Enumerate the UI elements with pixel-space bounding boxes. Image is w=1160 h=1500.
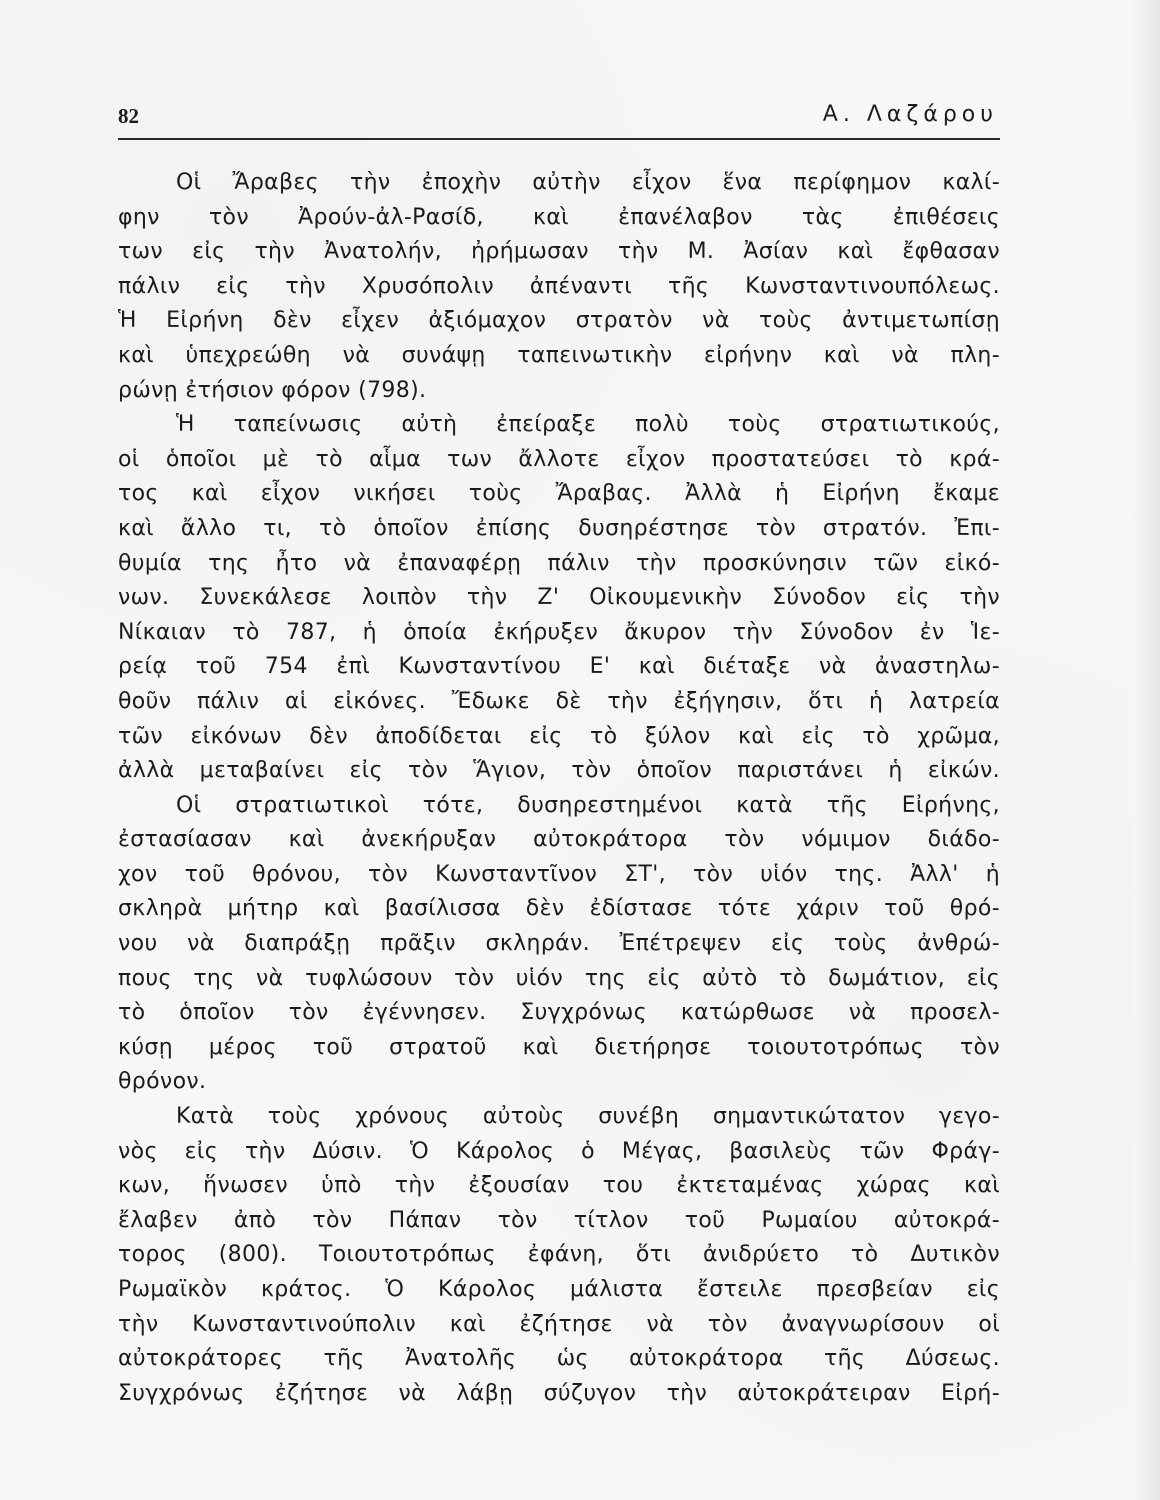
page-edge-shadow [1132, 0, 1160, 1500]
text-line: Συγχρόνως ἐζήτησε νὰ λάβῃ σύζυγον τὴν αὐτοκράτειραν Εἰρή- [118, 1380, 1000, 1406]
text-line: ἐστασίασαν καὶ ἀνεκήρυξαν αὐτοκράτορα τὸν νόμιμον διάδο- [118, 827, 1000, 853]
text-line: Οἱ Ἄραβες τὴν ἐποχὴν αὐτὴν εἶχον ἕνα περίφημον καλί- [176, 170, 1000, 195]
text-line: τος καὶ εἶχον νικήσει τοὺς Ἄραβας. Ἀλλὰ ἡ Εἰρήνη ἔκαμε [118, 481, 1000, 507]
text-line: οἱ ὁποῖοι μὲ τὸ αἷμα των ἄλλοτε εἶχον προστατεύσει τὸ κρά- [118, 446, 1000, 472]
text-line: νου νὰ διαπράξῃ πρᾶξιν σκληράν. Ἐπέτρεψεν εἰς τοὺς ἀνθρώ- [118, 931, 1000, 957]
text-line: ἀλλὰ μεταβαίνει εἰς τὸν Ἅγιον, τὸν ὁποῖον παριστάνει ἡ εἰκών. [118, 758, 1000, 784]
page-header [118, 100, 998, 136]
text-line: θρόνον. [118, 1069, 207, 1095]
text-line: νὸς εἰς τὴν Δύσιν. Ὁ Κάρολος ὁ Μέγας, βασιλεὺς τῶν Φράγ- [118, 1138, 1000, 1164]
text-line: πους της νὰ τυφλώσουν τὸν υἱόν της εἰς αὐτὸ τὸ δωμάτιον, εἰς [118, 965, 1000, 991]
text-line: θοῦν πάλιν αἱ εἰκόνες. Ἔδωκε δὲ τὴν ἐξήγησιν, ὅτι ἡ λατρεία [118, 688, 1000, 714]
running-head-author: Α. Λαζάρου [822, 102, 998, 127]
body-text [118, 166, 1000, 1411]
text-line: κων, ἥνωσεν ὑπὸ τὴν ἐξουσίαν του ἐκτεταμένας χώρας καὶ [118, 1173, 1000, 1199]
header-rule [118, 138, 1000, 140]
text-line: Κατὰ τοὺς χρόνους αὐτοὺς συνέβη σημαντικώτατον γεγο- [176, 1104, 1000, 1130]
text-line: τὴν Κωνσταντινούπολιν καὶ ἐζήτησε νὰ τὸν ἀναγνωρίσουν οἱ [118, 1311, 1000, 1337]
text-line: Ἡ ταπείνωσις αὐτὴ ἐπείραξε πολὺ τοὺς στρατιωτικούς, [176, 412, 1000, 438]
text-line: Ἡ Εἰρήνη δὲν εἶχεν ἀξιόμαχον στρατὸν νὰ τοὺς ἀντιμετωπίσῃ [118, 308, 1000, 334]
text-line: αὐτοκράτορες τῆς Ἀνατολῆς ὡς αὐτοκράτορα τῆς Δύσεως. [118, 1346, 1000, 1372]
text-line: τῶν εἰκόνων δὲν ἀποδίδεται εἰς τὸ ξύλον καὶ εἰς τὸ χρῶμα, [118, 723, 1000, 749]
text-line: σκληρὰ μήτηρ καὶ βασίλισσα δὲν ἐδίστασε τότε χάριν τοῦ θρό- [118, 896, 1000, 922]
text-line: ρώνῃ ἐτήσιον φόρον (798). [118, 377, 427, 403]
text-line: τορος (800). Τοιουτοτρόπως ἐφάνη, ὅτι ἀνιδρύετο τὸ Δυτικὸν [118, 1242, 1000, 1268]
text-line: φην τὸν Ἀρούν-ἀλ-Ρασίδ, καὶ ἐπανέλαβον τὰς ἐπιθέσεις [118, 204, 1000, 230]
text-line: ἔλαβεν ἀπὸ τὸν Πάπαν τὸν τίτλον τοῦ Ρωμαίου αὐτοκρά- [118, 1207, 1000, 1233]
text-line: θυμία της ἦτο νὰ ἐπαναφέρῃ πάλιν τὴν προσκύνησιν τῶν εἰκό- [118, 550, 1000, 576]
text-line: χον τοῦ θρόνου, τὸν Κωνσταντῖνον ΣΤ', τὸν υἱόν της. Ἀλλ' ἡ [118, 861, 1000, 887]
text-line: καὶ ἄλλο τι, τὸ ὁποῖον ἐπίσης δυσηρέστησε τὸν στρατόν. Ἐπι- [118, 515, 1000, 541]
text-line: Οἱ στρατιωτικοὶ τότε, δυσηρεστημένοι κατὰ τῆς Εἰρήνης, [176, 792, 1000, 818]
text-line: καὶ ὑπεχρεώθη νὰ συνάψῃ ταπεινωτικὴν εἰρήνην καὶ νὰ πλη- [118, 342, 1000, 368]
page-number: 82 [118, 104, 139, 128]
text-line: ρείᾳ τοῦ 754 ἐπὶ Κωνσταντίνου Ε' καὶ διέταξε νὰ ἀναστηλω- [118, 654, 1000, 680]
text-line: Νίκαιαν τὸ 787, ἡ ὁποία ἐκήρυξεν ἄκυρον τὴν Σύνοδον ἐν Ἱε- [118, 619, 1000, 645]
text-line: τὸ ὁποῖον τὸν ἐγέννησεν. Συγχρόνως κατώρθωσε νὰ προσελ- [118, 1000, 1000, 1026]
text-line: των εἰς τὴν Ἀνατολήν, ἠρήμωσαν τὴν Μ. Ἀσίαν καὶ ἔφθασαν [118, 239, 1000, 265]
text-line: Ρωμαϊκὸν κράτος. Ὁ Κάρολος μάλιστα ἔστειλε πρεσβείαν εἰς [118, 1277, 1000, 1302]
text-line: νων. Συνεκάλεσε λοιπὸν τὴν Ζ' Οἰκουμενικὴν Σύνοδον εἰς τὴν [118, 585, 1000, 611]
text-line: πάλιν εἰς τὴν Χρυσόπολιν ἀπέναντι τῆς Κωνσταντινουπόλεως. [118, 273, 1000, 299]
text-line: κύσῃ μέρος τοῦ στρατοῦ καὶ διετήρησε τοιουτοτρόπως τὸν [118, 1034, 1000, 1060]
